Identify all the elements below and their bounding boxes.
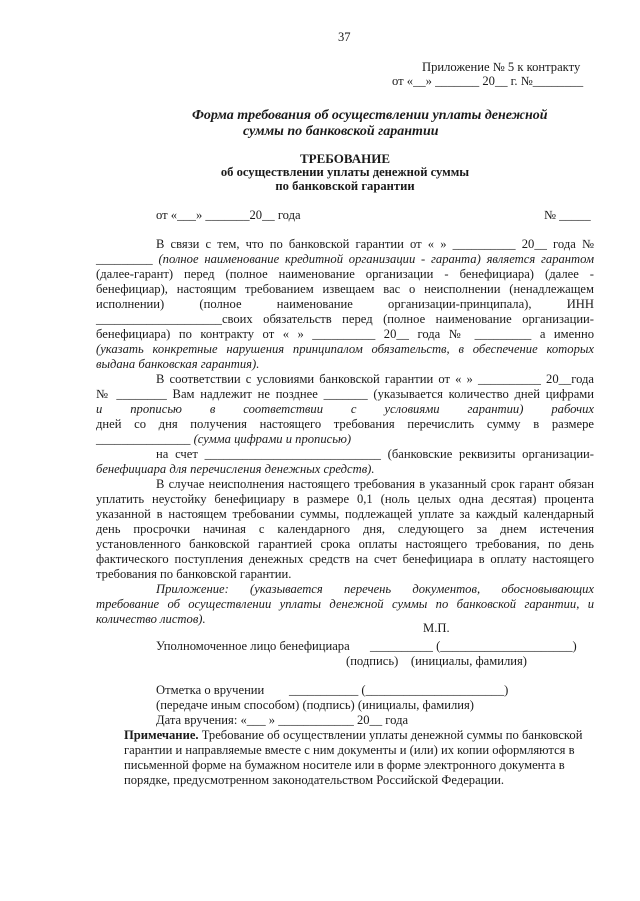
delivery-label: Отметка о вручении [156,683,265,697]
delivery-fields: ___________ (______________________) [289,683,509,697]
heading-subtitle-1: об осуществлении уплаты денежной суммы [220,165,470,179]
note-line-1 [124,728,582,743]
paragraph-2-line-7: бенефициара для перечисления денежных средств). [96,462,375,476]
paragraph-1-line-9: выдана банковская гарантия). [96,357,260,371]
paragraph-3-line-6: фактического поступления денежных средств на счет бенефициара в оплату настоящего [96,552,594,566]
paragraph-2-line-4: дней со дня получения настоящего требования перечислить сумму в размере [96,417,594,431]
appendix-line-1: Приложение № 5 к контракту [422,60,581,74]
note-line-3: письменной форме на бумажном носителе или в форме электронного документа в [124,758,565,772]
paragraph-4-line-2: требование об осуществлении уплаты денежной суммы по банковской гарантии, и [96,597,594,611]
paragraph-1-line-1: В связи с тем, что по банковской гарантии от « » __________ 20__ года № [156,237,594,251]
page-number: 37 [338,30,351,44]
paragraph-4-line-3: количество листов). [96,612,206,626]
paragraph-1-line-5: исполнении) (полное наименование организации-принципала), ИНН [96,297,594,311]
paragraph-1-line-2: _________ (полное наименование кредитной организации - гаранта) является гарантом [96,252,594,266]
stamp-placeholder: М.П. [423,621,450,635]
delivery-method: (передаче иным способом) (подпись) (инициалы, фамилия) [156,698,475,712]
form-title-line-1: Форма требования об осуществлении уплаты денежной [192,108,548,123]
signatory-label: Уполномоченное лицо бенефициара [156,639,350,653]
note-line-2: гарантии и направляемые вместе с ним документы и (или) их копии оформляются в [124,743,575,757]
paragraph-2-line-1: В соответствии с условиями банковской гарантии от « » __________ 20__года [156,372,594,386]
note-text-1: Требование об осуществлении уплаты денежной суммы по банковской [198,728,583,742]
paragraph-2-line-3: и прописью в соответствии с условиями гарантии) рабочих [96,402,594,416]
paragraph-1-line-3: (далее-гарант) перед (полное наименование организации - бенефициара) (далее - [96,267,594,281]
paragraph-1-line-7: бенефициара) по контракту от « » __________ 20__ года № _________ а именно [96,327,594,341]
delivery-date: Дата вручения: «___ » ____________ 20__ года [156,713,409,727]
paragraph-1-line-8: (указать конкретные нарушения принципалом обязательств, в обеспечение которых [96,342,594,356]
appendix-line-2: от «__» _______ 20__ г. №________ [392,74,584,88]
signature-captions: (подпись) (инициалы, фамилия) [346,654,527,668]
paragraph-3-line-4: день просрочки начиная с календарного дня, следующего за днем истечения [96,522,594,536]
paragraph-3-line-5: установленного банковской гарантией срока оплаты настоящего требования, по день [96,537,594,551]
paragraph-2-line-6: на счет ____________________________ (банковские реквизиты организации- [156,447,594,461]
document-date: от «___» _______20__ года [156,208,301,222]
paragraph-3-line-3: указанной в настоящем требовании суммы, подлежащей уплате за каждый календарный [96,507,594,521]
paragraph-2-line-2: № ________ Вам надлежит не позднее _______ (указывается количество дней цифрами [96,387,594,401]
paragraph-2-line-5: _______________ (сумма цифрами и прописью) [96,432,352,446]
paragraph-4-line-1: Приложение: (указывается перечень документов, обосновывающих [156,582,594,596]
heading-subtitle-2: по банковской гарантии [275,179,415,193]
heading-title: ТРЕБОВАНИЕ [299,151,391,166]
signature-fields: __________ (_____________________) [370,639,577,653]
paragraph-1-line-4: бенефициар), настоящим требованием извещаем вас о неисполнении (ненадлежащем [96,282,594,296]
paragraph-3-line-7: требования по банковской гарантии. [96,567,292,581]
paragraph-3-line-1: В случае неисполнения настоящего требования в указанный срок гарант обязан [156,477,594,491]
form-title-line-2: суммы по банковской гарантии [243,124,439,139]
note-label: Примечание. [124,728,199,742]
document-number: № _____ [544,208,591,222]
paragraph-1-line-6: ____________________своих обязательств перед (полное наименование организации- [96,312,594,326]
paragraph-3-line-2: уплатить неустойку бенефициару в размере 0,1 (ноль целых одна десятая) процента [96,492,594,506]
note-line-4: порядке, предусмотренном законодательством Российской Федерации. [124,773,505,787]
